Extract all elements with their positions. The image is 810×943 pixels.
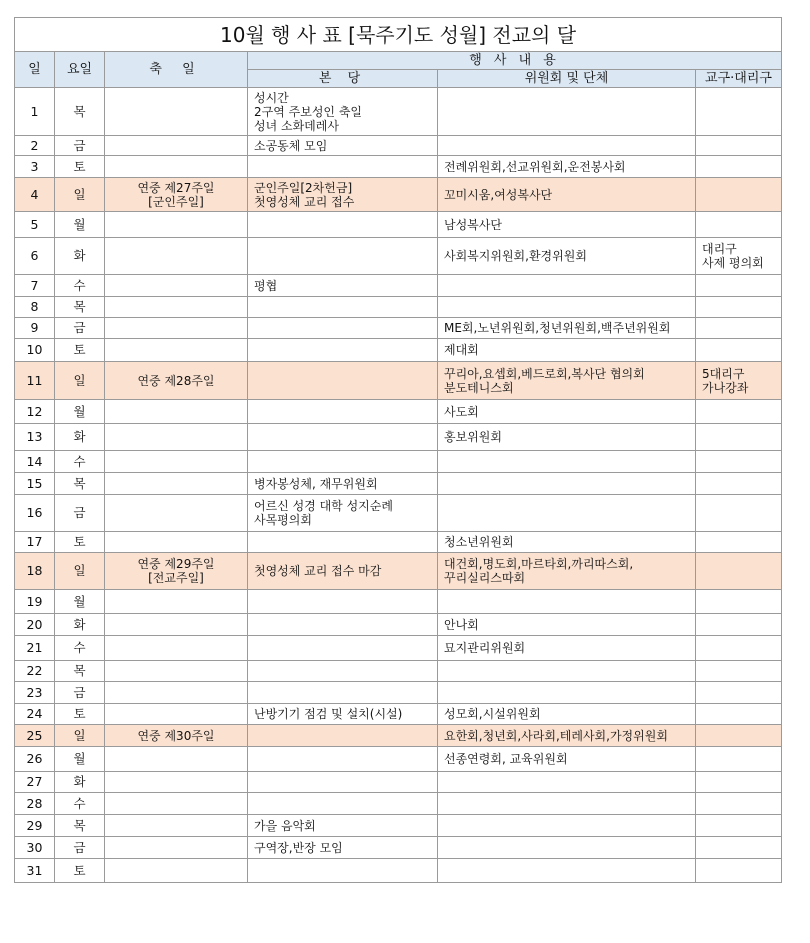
main-church-cell-line: 병자봉성체, 재무위원회 <box>254 476 378 491</box>
committees-cell-line: 꾸리아,요셉회,베드로회,복사단 협의회 <box>444 366 645 381</box>
event-schedule-table <box>14 17 782 883</box>
committees-cell <box>438 339 696 362</box>
feast-cell <box>105 682 248 704</box>
district-cell <box>696 156 782 178</box>
main-church-cell-line: 구역장,반장 모임 <box>254 840 343 855</box>
district-cell <box>696 238 782 275</box>
committees-cell-line: 전례위원회,선교위원회,운전봉사회 <box>444 159 626 174</box>
weekday-cell: 금 <box>55 682 105 704</box>
feast-cell <box>105 318 248 339</box>
committees-cell <box>438 636 696 661</box>
committees-cell <box>438 614 696 636</box>
day-cell: 15 <box>15 473 55 495</box>
committees-cell-line: 남성복사단 <box>444 217 502 232</box>
day-cell: 29 <box>15 815 55 837</box>
district-cell-line: 사제 평의회 <box>702 256 764 270</box>
day-cell: 3 <box>15 156 55 178</box>
district-cell <box>696 212 782 238</box>
committees-cell-line: 홍보위원회 <box>444 430 502 444</box>
weekday-cell: 목 <box>55 661 105 682</box>
committees-cell-line: 대건회,명도회,마르타회,까리따스회, <box>444 557 634 571</box>
district-cell <box>696 837 782 859</box>
weekday-cell: 수 <box>55 451 105 473</box>
table-row <box>15 553 782 590</box>
committees-cell <box>438 590 696 614</box>
day-cell: 16 <box>15 495 55 532</box>
schedule-sheet <box>14 17 782 883</box>
table-row <box>15 704 782 725</box>
committees-cell <box>438 156 696 178</box>
feast-cell-line: [군인주일] <box>148 194 204 209</box>
table-row <box>15 318 782 339</box>
committees-cell <box>438 275 696 297</box>
weekday-cell: 토 <box>55 704 105 725</box>
header-events: 행 사 내 용 <box>248 52 782 70</box>
day-cell: 22 <box>15 661 55 682</box>
day-cell: 8 <box>15 297 55 318</box>
district-cell <box>696 636 782 661</box>
feast-cell <box>105 636 248 661</box>
main-church-cell-line: 어르신 성경 대학 성지순례 <box>254 499 393 513</box>
page-title: 10월 행 사 표 [묵주기도 성월] 전교의 달 <box>15 18 782 52</box>
table-row <box>15 212 782 238</box>
weekday-cell: 월 <box>55 400 105 424</box>
day-cell: 31 <box>15 859 55 883</box>
weekday-cell: 화 <box>55 614 105 636</box>
main-church-cell <box>248 636 438 661</box>
main-church-cell-line: 평협 <box>254 278 278 293</box>
feast-cell <box>105 136 248 156</box>
main-church-cell-line: 성시간 <box>254 90 289 105</box>
committees-cell <box>438 837 696 859</box>
main-church-cell-line: 사목평의회 <box>254 513 312 527</box>
committees-cell-line: 선종연령회, 교육위원회 <box>444 752 568 766</box>
committees-cell <box>438 495 696 532</box>
day-cell: 1 <box>15 88 55 136</box>
day-cell: 14 <box>15 451 55 473</box>
header-district: 교구·대리구 <box>696 70 782 88</box>
district-cell <box>696 473 782 495</box>
weekday-cell: 수 <box>55 793 105 815</box>
day-cell: 9 <box>15 318 55 339</box>
main-church-cell <box>248 473 438 495</box>
feast-cell <box>105 238 248 275</box>
table-row <box>15 136 782 156</box>
weekday-cell: 토 <box>55 156 105 178</box>
district-cell <box>696 553 782 590</box>
day-cell: 7 <box>15 275 55 297</box>
district-cell <box>696 362 782 400</box>
table-row <box>15 451 782 473</box>
main-church-cell <box>248 212 438 238</box>
weekday-cell: 화 <box>55 772 105 793</box>
district-cell <box>696 451 782 473</box>
district-cell <box>696 400 782 424</box>
day-cell: 30 <box>15 837 55 859</box>
schedule-body <box>15 88 782 883</box>
day-cell: 2 <box>15 136 55 156</box>
main-church-cell <box>248 495 438 532</box>
feast-cell <box>105 156 248 178</box>
committees-cell <box>438 362 696 400</box>
district-cell <box>696 275 782 297</box>
main-church-cell-line: 첫영성체 교리 접수 마감 <box>254 564 382 578</box>
feast-cell <box>105 815 248 837</box>
committees-cell <box>438 318 696 339</box>
main-church-cell <box>248 424 438 451</box>
main-church-cell <box>248 837 438 859</box>
feast-cell <box>105 400 248 424</box>
district-cell <box>696 815 782 837</box>
committees-cell-line: 제대회 <box>444 343 479 357</box>
main-church-cell <box>248 747 438 772</box>
header-feast: 축 일 <box>105 52 248 88</box>
feast-cell <box>105 614 248 636</box>
main-church-cell <box>248 297 438 318</box>
committees-cell <box>438 400 696 424</box>
main-church-cell-line: 가을 음악회 <box>254 818 316 833</box>
day-cell: 24 <box>15 704 55 725</box>
main-church-cell-line: 소공동체 모임 <box>254 138 328 153</box>
weekday-cell: 금 <box>55 837 105 859</box>
district-cell <box>696 297 782 318</box>
table-row <box>15 156 782 178</box>
feast-cell <box>105 532 248 553</box>
committees-cell-line: 꼬미시움,여성복사단 <box>444 187 553 202</box>
day-cell: 19 <box>15 590 55 614</box>
feast-cell-line: [전교주일] <box>148 571 204 585</box>
table-row <box>15 275 782 297</box>
main-church-cell <box>248 553 438 590</box>
day-cell: 6 <box>15 238 55 275</box>
weekday-cell: 금 <box>55 136 105 156</box>
committees-cell <box>438 553 696 590</box>
feast-cell <box>105 553 248 590</box>
main-church-cell <box>248 156 438 178</box>
weekday-cell: 월 <box>55 212 105 238</box>
day-cell: 25 <box>15 725 55 747</box>
main-church-cell-line: 첫영성체 교리 접수 <box>254 194 355 209</box>
weekday-cell: 일 <box>55 178 105 212</box>
header-main-church: 본 당 <box>248 70 438 88</box>
committees-cell-line: 사도회 <box>444 404 479 419</box>
header-weekday: 요일 <box>55 52 105 88</box>
weekday-cell: 월 <box>55 590 105 614</box>
main-church-cell <box>248 136 438 156</box>
feast-cell <box>105 275 248 297</box>
main-church-cell <box>248 275 438 297</box>
feast-cell <box>105 590 248 614</box>
feast-cell <box>105 704 248 725</box>
feast-cell <box>105 424 248 451</box>
main-church-cell <box>248 704 438 725</box>
main-church-cell <box>248 725 438 747</box>
day-cell: 20 <box>15 614 55 636</box>
main-church-cell-line: 성녀 소화데레사 <box>254 118 339 133</box>
feast-cell <box>105 339 248 362</box>
feast-cell <box>105 859 248 883</box>
main-church-cell-line: 2구역 주보성인 축일 <box>254 104 363 119</box>
feast-cell <box>105 837 248 859</box>
table-row <box>15 88 782 136</box>
feast-cell-line: 연중 제28주일 <box>137 373 215 388</box>
day-cell: 5 <box>15 212 55 238</box>
committees-cell <box>438 178 696 212</box>
committees-cell <box>438 772 696 793</box>
committees-cell <box>438 815 696 837</box>
table-row <box>15 297 782 318</box>
main-church-cell <box>248 400 438 424</box>
committees-cell-line: 안나회 <box>444 617 479 632</box>
table-row <box>15 424 782 451</box>
committees-cell <box>438 473 696 495</box>
feast-cell <box>105 362 248 400</box>
committees-cell-line: 꾸리실리스따회 <box>444 571 526 585</box>
committees-cell <box>438 88 696 136</box>
feast-cell <box>105 495 248 532</box>
weekday-cell: 화 <box>55 424 105 451</box>
table-row <box>15 590 782 614</box>
main-church-cell <box>248 859 438 883</box>
table-row <box>15 473 782 495</box>
weekday-cell: 일 <box>55 362 105 400</box>
day-cell: 11 <box>15 362 55 400</box>
committees-cell-line: 요한회,청년회,사라회,테레사회,가정위원회 <box>444 728 668 743</box>
table-row <box>15 837 782 859</box>
main-church-cell <box>248 339 438 362</box>
table-row <box>15 661 782 682</box>
district-cell-line: 5대리구 <box>702 366 745 381</box>
main-church-cell <box>248 614 438 636</box>
table-row <box>15 725 782 747</box>
committees-cell-line: 분도테니스회 <box>444 380 514 395</box>
district-cell <box>696 661 782 682</box>
committees-cell <box>438 297 696 318</box>
table-row <box>15 772 782 793</box>
feast-cell <box>105 473 248 495</box>
weekday-cell: 목 <box>55 815 105 837</box>
district-cell <box>696 424 782 451</box>
district-cell <box>696 682 782 704</box>
weekday-cell: 토 <box>55 532 105 553</box>
committees-cell <box>438 451 696 473</box>
district-cell <box>696 178 782 212</box>
district-cell <box>696 725 782 747</box>
table-row <box>15 495 782 532</box>
day-cell: 4 <box>15 178 55 212</box>
committees-cell-line: 사회복지위원회,환경위원회 <box>444 249 587 263</box>
day-cell: 21 <box>15 636 55 661</box>
weekday-cell: 일 <box>55 553 105 590</box>
committees-cell <box>438 682 696 704</box>
weekday-cell: 일 <box>55 725 105 747</box>
committees-cell <box>438 532 696 553</box>
table-row <box>15 400 782 424</box>
main-church-cell <box>248 451 438 473</box>
feast-cell <box>105 793 248 815</box>
weekday-cell: 목 <box>55 88 105 136</box>
feast-cell <box>105 212 248 238</box>
weekday-cell: 월 <box>55 747 105 772</box>
district-cell <box>696 495 782 532</box>
weekday-cell: 목 <box>55 473 105 495</box>
weekday-cell: 토 <box>55 339 105 362</box>
table-row <box>15 339 782 362</box>
district-cell <box>696 747 782 772</box>
committees-cell <box>438 136 696 156</box>
weekday-cell: 금 <box>55 318 105 339</box>
district-cell <box>696 704 782 725</box>
day-cell: 28 <box>15 793 55 815</box>
header-day: 일 <box>15 52 55 88</box>
header-committees: 위원회 및 단체 <box>438 70 696 88</box>
table-row <box>15 859 782 883</box>
main-church-cell <box>248 682 438 704</box>
feast-cell <box>105 88 248 136</box>
main-church-cell <box>248 88 438 136</box>
district-cell <box>696 136 782 156</box>
day-cell: 27 <box>15 772 55 793</box>
committees-cell-line: ME회,노년위원회,청년위원회,백주년위원회 <box>444 321 671 335</box>
weekday-cell: 목 <box>55 297 105 318</box>
committees-cell <box>438 747 696 772</box>
district-cell <box>696 532 782 553</box>
main-church-cell <box>248 772 438 793</box>
day-cell: 18 <box>15 553 55 590</box>
feast-cell <box>105 178 248 212</box>
weekday-cell: 수 <box>55 636 105 661</box>
main-church-cell <box>248 238 438 275</box>
feast-cell <box>105 297 248 318</box>
table-row <box>15 747 782 772</box>
table-row <box>15 614 782 636</box>
feast-cell <box>105 772 248 793</box>
feast-cell <box>105 725 248 747</box>
table-row <box>15 238 782 275</box>
table-row <box>15 815 782 837</box>
main-church-cell <box>248 178 438 212</box>
weekday-cell: 토 <box>55 859 105 883</box>
district-cell <box>696 590 782 614</box>
committees-cell-line: 청소년위원회 <box>444 535 514 549</box>
district-cell <box>696 614 782 636</box>
table-row <box>15 682 782 704</box>
feast-cell <box>105 661 248 682</box>
weekday-cell: 화 <box>55 238 105 275</box>
weekday-cell: 금 <box>55 495 105 532</box>
committees-cell-line: 성모회,시설위원회 <box>444 707 541 721</box>
district-cell <box>696 772 782 793</box>
day-cell: 12 <box>15 400 55 424</box>
main-church-cell-line: 난방기기 점검 및 설치(시설) <box>254 707 403 721</box>
table-row <box>15 793 782 815</box>
day-cell: 17 <box>15 532 55 553</box>
feast-cell-line: 연중 제27주일 <box>137 180 215 195</box>
main-church-cell-line: 군인주일[2차헌금] <box>254 180 353 195</box>
committees-cell <box>438 704 696 725</box>
table-row <box>15 532 782 553</box>
main-church-cell <box>248 793 438 815</box>
main-church-cell <box>248 318 438 339</box>
district-cell-line: 가나강좌 <box>702 380 749 395</box>
feast-cell <box>105 747 248 772</box>
district-cell <box>696 339 782 362</box>
main-church-cell <box>248 590 438 614</box>
committees-cell <box>438 793 696 815</box>
main-church-cell <box>248 362 438 400</box>
feast-cell-line: 연중 제29주일 <box>137 557 215 571</box>
district-cell <box>696 318 782 339</box>
table-row <box>15 362 782 400</box>
table-row <box>15 178 782 212</box>
day-cell: 10 <box>15 339 55 362</box>
committees-cell-line: 묘지관리위원회 <box>444 641 526 655</box>
table-row <box>15 636 782 661</box>
district-cell <box>696 88 782 136</box>
feast-cell <box>105 451 248 473</box>
day-cell: 13 <box>15 424 55 451</box>
committees-cell <box>438 424 696 451</box>
district-cell <box>696 859 782 883</box>
district-cell-line: 대리구 <box>702 242 737 256</box>
committees-cell <box>438 859 696 883</box>
day-cell: 23 <box>15 682 55 704</box>
main-church-cell <box>248 815 438 837</box>
district-cell <box>696 793 782 815</box>
committees-cell <box>438 725 696 747</box>
committees-cell <box>438 661 696 682</box>
committees-cell <box>438 238 696 275</box>
committees-cell <box>438 212 696 238</box>
feast-cell-line: 연중 제30주일 <box>137 728 215 743</box>
main-church-cell <box>248 532 438 553</box>
weekday-cell: 수 <box>55 275 105 297</box>
main-church-cell <box>248 661 438 682</box>
day-cell: 26 <box>15 747 55 772</box>
